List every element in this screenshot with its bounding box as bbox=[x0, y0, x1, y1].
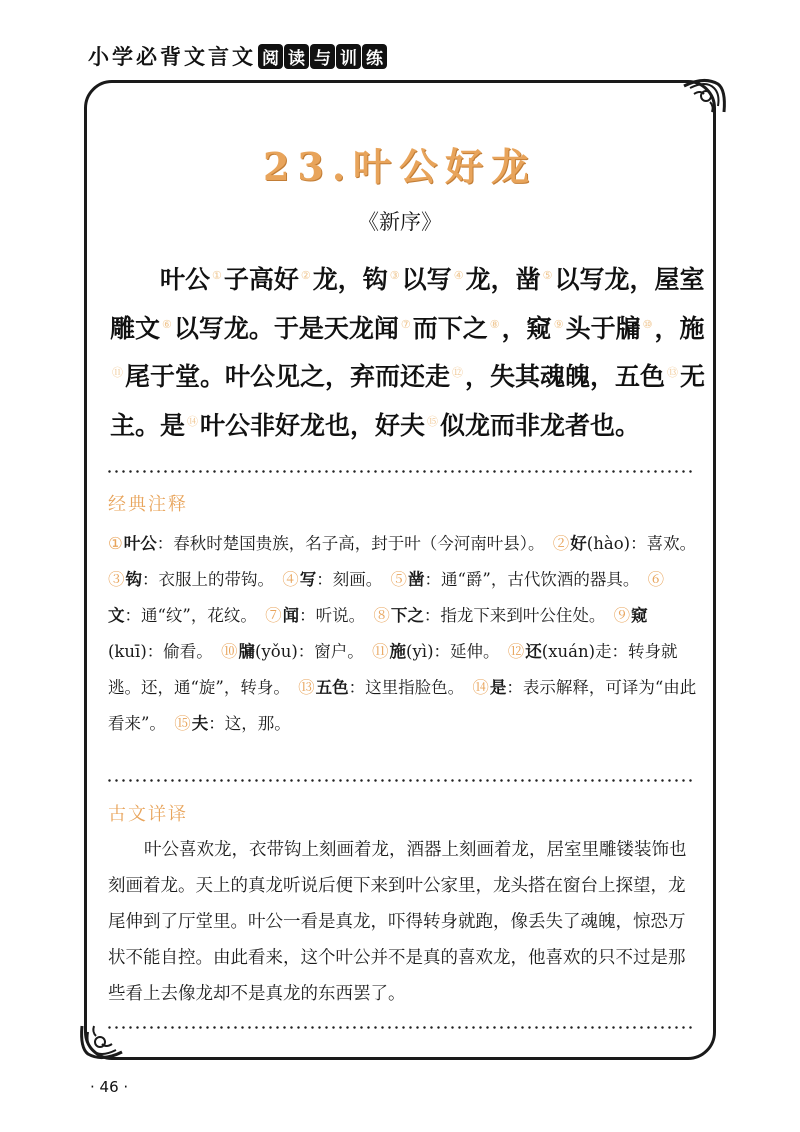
note-number: ⑤ bbox=[390, 570, 407, 589]
dotted-divider bbox=[106, 779, 696, 782]
text-segment: 子高好 bbox=[223, 265, 299, 294]
source-label: 《新序》 bbox=[358, 210, 442, 234]
text-segment: 龙，钩 bbox=[312, 265, 388, 294]
note-definition: ：通“纹”，花纹。 bbox=[124, 606, 249, 625]
note-term: 写 bbox=[299, 570, 317, 589]
note-definition: (yǒu)：窗户。 bbox=[255, 642, 356, 661]
note-term: 夫 bbox=[191, 714, 209, 733]
section-title-notes: 经典注释 bbox=[108, 494, 188, 515]
note-number: ⑫ bbox=[507, 642, 525, 661]
note-item bbox=[391, 570, 632, 589]
note-number: ⑮ bbox=[174, 714, 191, 733]
note-definition: (xuán)走：转身就逃。还，通“旋”，转身。 bbox=[108, 642, 678, 697]
header-boxed-char: 与 bbox=[310, 44, 335, 69]
text-segment: 无主。是 bbox=[110, 362, 706, 440]
text-segment: 叶公 bbox=[160, 265, 211, 294]
note-term: 牖 bbox=[238, 642, 256, 661]
note-number: ⑥ bbox=[647, 570, 665, 589]
note-item bbox=[373, 606, 597, 625]
note-number: ⑨ bbox=[613, 606, 631, 625]
text-segment: ，窥 bbox=[501, 313, 552, 343]
text-segment: 以写 bbox=[401, 265, 452, 294]
note-marker: ① bbox=[212, 269, 222, 282]
section-title-translation: 古文详译 bbox=[108, 804, 188, 825]
text-segment: 龙，凿 bbox=[465, 265, 541, 294]
text-segment: 以写龙。于是天龙闻 bbox=[173, 313, 399, 343]
dotted-divider bbox=[106, 470, 696, 473]
note-term: 凿 bbox=[408, 570, 425, 589]
header-boxed-char: 读 bbox=[284, 44, 309, 69]
text-segment: ，施 bbox=[654, 313, 705, 343]
note-item bbox=[298, 678, 456, 697]
header-boxed-title bbox=[258, 44, 388, 69]
header-boxed-char: 训 bbox=[336, 44, 361, 69]
note-number: ⑦ bbox=[265, 606, 282, 625]
note-term: 窥 bbox=[631, 606, 648, 625]
note-marker: ⑥ bbox=[162, 317, 172, 331]
note-term: 文 bbox=[108, 606, 125, 625]
note-marker: ⑮ bbox=[427, 414, 439, 428]
corner-ornament-icon bbox=[680, 72, 730, 122]
dotted-divider bbox=[106, 1026, 696, 1029]
note-number: ② bbox=[552, 534, 570, 553]
note-number: ③ bbox=[108, 570, 125, 589]
note-item bbox=[265, 606, 357, 625]
note-definition: ：听说。 bbox=[299, 606, 357, 625]
note-number: ⑪ bbox=[372, 642, 389, 661]
note-item bbox=[221, 642, 356, 661]
note-definition: (hào)：喜欢。 bbox=[586, 534, 688, 553]
note-number: ⑧ bbox=[373, 606, 390, 625]
note-marker: ⑧ bbox=[489, 317, 500, 331]
text-segment: 似龙而非龙者也。 bbox=[440, 410, 641, 440]
text-segment: 而下之 bbox=[412, 313, 488, 343]
notes-list bbox=[108, 526, 698, 742]
header-book-title: 小学必背文言文 bbox=[88, 44, 256, 69]
page-title: 23.叶公好龙 bbox=[262, 144, 538, 189]
text-segment: 以写龙，屋室雕文 bbox=[110, 265, 705, 343]
note-marker: ⑤ bbox=[542, 269, 553, 282]
note-marker: ⑪ bbox=[112, 366, 123, 379]
note-definition: ：这里指脸色。 bbox=[348, 678, 456, 697]
note-marker: ② bbox=[300, 269, 311, 282]
note-number: ④ bbox=[282, 570, 299, 589]
note-marker: ④ bbox=[453, 269, 464, 282]
note-number: ⑭ bbox=[472, 678, 489, 697]
note-marker: ⑨ bbox=[553, 317, 564, 331]
classical-text bbox=[110, 254, 710, 448]
note-item bbox=[553, 534, 688, 553]
note-term: 闻 bbox=[282, 606, 300, 625]
note-marker: ⑦ bbox=[400, 317, 411, 331]
note-marker: ③ bbox=[389, 269, 400, 282]
note-item bbox=[108, 534, 536, 553]
corner-ornament-icon bbox=[76, 1016, 126, 1066]
note-marker: ⑭ bbox=[187, 414, 199, 428]
note-term: 五色 bbox=[315, 678, 349, 697]
note-term: 钩 bbox=[125, 570, 142, 589]
header-boxed-char: 阅 bbox=[258, 44, 283, 69]
text-segment: 叶公非好龙也，好夫 bbox=[200, 410, 426, 440]
header-boxed-char: 练 bbox=[362, 44, 387, 69]
text-segment: ，失其魂魄，五色 bbox=[465, 362, 666, 391]
page-number: · 46 · bbox=[90, 1078, 129, 1096]
note-definition: ：刻画。 bbox=[316, 570, 374, 589]
note-marker: ⑬ bbox=[667, 366, 679, 379]
note-definition: ：衣服上的带钩。 bbox=[142, 570, 266, 589]
note-term: 下之 bbox=[390, 606, 424, 625]
note-item bbox=[108, 570, 266, 589]
note-definition: ：通“爵”，古代饮酒的器具。 bbox=[424, 570, 632, 589]
note-definition: ：表示解释，可译为“由此看来”。 bbox=[108, 678, 697, 733]
note-definition: ：春秋时楚国贵族，名子高，封于叶（今河南叶县）。 bbox=[156, 534, 537, 553]
note-item bbox=[282, 570, 374, 589]
text-segment: 头于牖 bbox=[565, 313, 641, 343]
note-number: ⑬ bbox=[298, 678, 315, 697]
note-definition: ：这，那。 bbox=[208, 714, 291, 733]
note-marker: ⑫ bbox=[452, 366, 464, 379]
note-term: 叶公 bbox=[123, 534, 157, 553]
running-header bbox=[88, 38, 388, 74]
note-definition: (yì)：延伸。 bbox=[406, 642, 492, 661]
note-definition: (kuī)：偷看。 bbox=[108, 642, 205, 661]
note-number: ⑩ bbox=[221, 642, 238, 661]
note-term: 好 bbox=[570, 534, 587, 553]
text-segment: 尾于堂。叶公见之，弃而还走 bbox=[125, 362, 451, 391]
note-term: 是 bbox=[489, 678, 507, 697]
note-term: 还 bbox=[525, 642, 542, 661]
note-marker: ⑩ bbox=[642, 317, 653, 331]
note-item bbox=[372, 642, 491, 661]
note-number: ① bbox=[108, 534, 123, 553]
note-definition: ：指龙下来到叶公住处。 bbox=[423, 606, 598, 625]
note-item bbox=[174, 714, 291, 733]
translation-text: 叶公喜欢龙，衣带钩上刻画着龙，酒器上刻画着龙，居室里雕镂装饰也刻画着龙。天上的真龙听说后便下来到叶公家里，龙头搭在窗台上探望，龙尾伸到了厅堂里。叶公一看是真龙，吓得转身就跑，像丢失了魂魄，惊恐万状不能自控。由此看来，这个叶公并不是真的喜欢龙，他喜欢的只不过是那些看上去像龙却不是真龙的东西罢了。 bbox=[108, 840, 687, 1004]
note-term: 施 bbox=[389, 642, 407, 661]
